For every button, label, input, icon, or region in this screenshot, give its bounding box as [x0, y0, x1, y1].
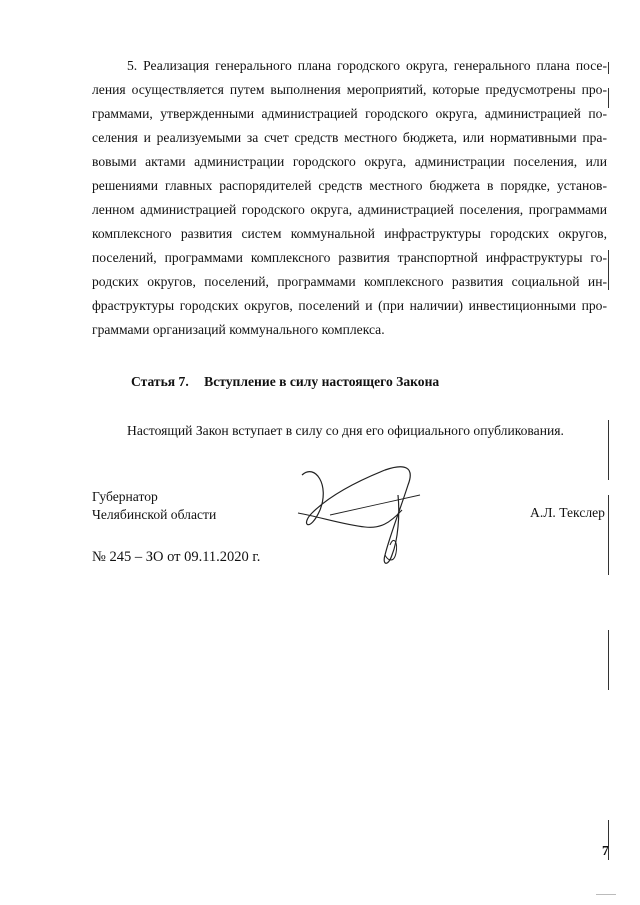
paragraph-line: 5. Реализация генерального плана городского округа, генерального плана посе-	[127, 58, 607, 73]
footer-mark	[596, 894, 616, 895]
governor-name: А.Л. Текслер	[530, 505, 605, 520]
article-number: Статья 7.	[131, 374, 189, 389]
margin-line	[608, 62, 609, 74]
paragraph-line: комплексного развития систем коммунальной инфраструктуры городских округов,	[92, 226, 607, 241]
paragraph-line: граммами, утвержденными администрацией городского округа, администрацией по-	[92, 106, 607, 121]
margin-line	[608, 630, 609, 690]
law-number-date: № 245 – ЗО от 09.11.2020 г.	[92, 549, 261, 565]
paragraph-line: решениями главных распорядителей средств местного бюджета в порядке, установ-	[92, 178, 607, 193]
margin-line	[608, 250, 609, 290]
paragraph-line: родских округов, поселений, программами комплексного развития социальной ин-	[92, 274, 607, 289]
paragraph-line: ленном администрацией городского округа, администрацией поселения, программами	[92, 202, 607, 217]
governor-position	[92, 488, 216, 524]
paragraph-line: фраструктуры городских округов, поселений и (при наличии) инвестиционными про-	[92, 298, 607, 313]
margin-line	[608, 495, 609, 575]
paragraph-line: поселений, программами комплексного развития транспортной инфраструктуры го-	[92, 250, 607, 265]
page-number: 7	[602, 843, 609, 858]
paragraph-line: граммами организаций коммунального комплекса.	[92, 322, 385, 337]
governor-position-line: Челябинской области	[92, 507, 217, 522]
governor-position-line: Губернатор	[92, 489, 158, 504]
article-title: Вступление в силу настоящего Закона	[204, 374, 440, 389]
article-7-heading	[131, 374, 439, 390]
paragraph-line: селения и реализуемыми за счет средств местного бюджета, или нормативными пра-	[92, 130, 607, 145]
handwritten-signature	[290, 455, 430, 575]
article-7-text: Настоящий Закон вступает в силу со дня его официального опубликования.	[127, 423, 564, 438]
paragraph-line: ления осуществляется путем выполнения мероприятий, которые предусмотрены про-	[92, 82, 607, 97]
margin-line	[608, 88, 609, 108]
margin-line	[608, 420, 609, 480]
paragraph-line: вовыми актами администрации городского округа, администрации поселения, или	[92, 154, 607, 169]
